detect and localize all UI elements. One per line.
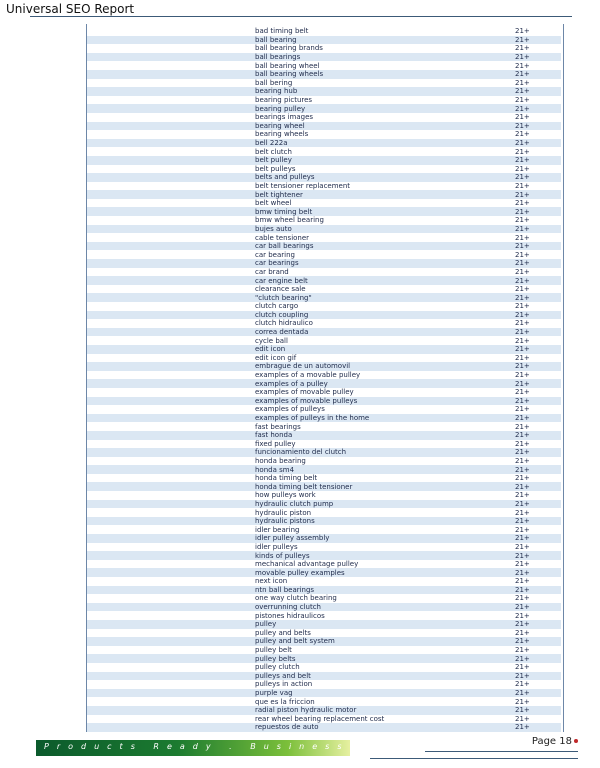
table-row [87, 207, 561, 216]
keyword-cell: idler bearing [255, 525, 300, 534]
table-row [87, 61, 561, 70]
keyword-cell: belt clutch [255, 147, 292, 156]
rank-cell: 21+ [515, 697, 530, 706]
table-row [87, 319, 561, 328]
table-row [87, 182, 561, 191]
keyword-cell: repuestos de auto [255, 723, 319, 732]
rank-cell: 21+ [515, 336, 530, 345]
table-row [87, 104, 561, 113]
rank-cell: 21+ [515, 104, 530, 113]
table-row [87, 130, 561, 139]
table-row [87, 87, 561, 96]
table-row [87, 293, 561, 302]
table-row [87, 697, 561, 706]
table-row [87, 508, 561, 517]
table-row [87, 285, 561, 294]
table-row [87, 259, 561, 268]
rank-cell: 21+ [515, 646, 530, 655]
footer-divider [425, 751, 578, 752]
table-row [87, 379, 561, 388]
keyword-cell: clearance sale [255, 285, 306, 294]
rank-cell: 21+ [515, 577, 530, 586]
keyword-cell: ball bering [255, 78, 293, 87]
table-row [87, 723, 561, 732]
rank-cell: 21+ [515, 207, 530, 216]
table-row [87, 362, 561, 371]
rank-cell: 21+ [515, 637, 530, 646]
keyword-cell: que es la friccion [255, 697, 315, 706]
rank-cell: 21+ [515, 456, 530, 465]
table-row [87, 465, 561, 474]
table-row [87, 371, 561, 380]
keyword-cell: examples of movable pulley [255, 388, 354, 397]
rank-cell: 21+ [515, 568, 530, 577]
table-row [87, 388, 561, 397]
table-row [87, 302, 561, 311]
page-title: Universal SEO Report [6, 2, 135, 16]
table-row [87, 199, 561, 208]
rank-cell: 21+ [515, 328, 530, 337]
rank-cell: 21+ [515, 173, 530, 182]
keyword-cell: examples of movable pulleys [255, 396, 358, 405]
keyword-cell: pulleys and belt [255, 671, 311, 680]
rank-cell: 21+ [515, 689, 530, 698]
keyword-cell: car ball bearings [255, 242, 314, 251]
table-row [87, 706, 561, 715]
keyword-ranking-table [87, 27, 561, 732]
keyword-cell: fast honda [255, 431, 293, 440]
rank-cell: 21+ [515, 61, 530, 70]
rank-cell: 21+ [515, 585, 530, 594]
rank-cell: 21+ [515, 706, 530, 715]
keyword-cell: bearing pictures [255, 96, 313, 105]
rank-cell: 21+ [515, 405, 530, 414]
keyword-cell: bujes auto [255, 224, 292, 233]
table-row [87, 165, 561, 174]
rank-cell: 21+ [515, 663, 530, 672]
keyword-cell: examples of a movable pulley [255, 371, 361, 380]
keyword-cell: correa dentada [255, 328, 309, 337]
rank-cell: 21+ [515, 224, 530, 233]
keyword-cell: ball bearings [255, 53, 301, 62]
rank-cell: 21+ [515, 87, 530, 96]
keyword-cell: car engine belt [255, 276, 308, 285]
table-row [87, 482, 561, 491]
keyword-cell: edit icon gif [255, 353, 297, 362]
rank-cell: 21+ [515, 78, 530, 87]
rank-cell: 21+ [515, 396, 530, 405]
rank-cell: 21+ [515, 542, 530, 551]
rank-cell: 21+ [515, 620, 530, 629]
table-row [87, 79, 561, 88]
rank-cell: 21+ [515, 113, 530, 122]
table-row [87, 654, 561, 663]
keyword-cell: pulleys in action [255, 680, 313, 689]
keyword-cell: examples of pulleys [255, 405, 325, 414]
table-row [87, 637, 561, 646]
table-row [87, 354, 561, 363]
table-row [87, 336, 561, 345]
keyword-cell: kinds of pulleys [255, 551, 310, 560]
keyword-cell: radial piston hydraulic motor [255, 706, 357, 715]
table-row [87, 646, 561, 655]
rank-cell: 21+ [515, 560, 530, 569]
table-row [87, 594, 561, 603]
rank-cell: 21+ [515, 551, 530, 560]
keyword-cell: overrunning clutch [255, 603, 321, 612]
table-row [87, 586, 561, 595]
rank-cell: 21+ [515, 388, 530, 397]
rank-cell: 21+ [515, 345, 530, 354]
table-row [87, 551, 561, 560]
rank-cell: 21+ [515, 319, 530, 328]
rank-cell: 21+ [515, 233, 530, 242]
rank-cell: 21+ [515, 422, 530, 431]
table-row [87, 113, 561, 122]
table-row [87, 173, 561, 182]
keyword-cell: pulley belts [255, 654, 296, 663]
table-row [87, 534, 561, 543]
table-row [87, 517, 561, 526]
keyword-cell: cycle ball [255, 336, 288, 345]
table-row [87, 70, 561, 79]
keyword-cell: purple vag [255, 689, 293, 698]
rank-cell: 21+ [515, 242, 530, 251]
table-row [87, 96, 561, 105]
rank-cell: 21+ [515, 285, 530, 294]
rank-cell: 21+ [515, 70, 530, 79]
table-row [87, 345, 561, 354]
rank-cell: 21+ [515, 603, 530, 612]
rank-cell: 21+ [515, 371, 530, 380]
keyword-cell: ball bearing wheels [255, 70, 324, 79]
rank-cell: 21+ [515, 465, 530, 474]
footer-divider [370, 758, 578, 759]
keyword-cell: funcionamiento del clutch [255, 448, 347, 457]
keyword-cell: honda timing belt tensioner [255, 482, 353, 491]
rank-cell: 21+ [515, 259, 530, 268]
keyword-cell: bell 222a [255, 139, 288, 148]
keyword-cell: movable pulley examples [255, 568, 345, 577]
keyword-cell: pulley and belts [255, 628, 311, 637]
table-row [87, 577, 561, 586]
keyword-cell: cable tensioner [255, 233, 310, 242]
table-row [87, 156, 561, 165]
rank-cell: 21+ [515, 181, 530, 190]
rank-cell: 21+ [515, 491, 530, 500]
rank-cell: 21+ [515, 474, 530, 483]
rank-cell: 21+ [515, 302, 530, 311]
rank-cell: 21+ [515, 431, 530, 440]
page-number: Page 18 [531, 736, 572, 747]
rank-cell: 21+ [515, 611, 530, 620]
keyword-cell: ball bearing brands [255, 44, 323, 53]
footer-slogan: Products Ready . Business Ready [44, 742, 426, 751]
keyword-cell: hydraulic piston [255, 508, 312, 517]
keyword-cell: clutch coupling [255, 310, 309, 319]
table-row [87, 225, 561, 234]
keyword-cell: how pulleys work [255, 491, 316, 500]
rank-cell: 21+ [515, 534, 530, 543]
keyword-cell: mechanical advantage pulley [255, 560, 359, 569]
table-row [87, 311, 561, 320]
rank-cell: 21+ [515, 293, 530, 302]
rank-cell: 21+ [515, 628, 530, 637]
table-row [87, 242, 561, 251]
table-row [87, 663, 561, 672]
table-row [87, 27, 561, 36]
table-row [87, 448, 561, 457]
table-row [87, 414, 561, 423]
rank-cell: 21+ [515, 190, 530, 199]
rank-cell: 21+ [515, 714, 530, 723]
table-row [87, 397, 561, 406]
keyword-cell: next icon [255, 577, 288, 586]
keyword-cell: belt wheel [255, 199, 292, 208]
rank-cell: 21+ [515, 164, 530, 173]
keyword-cell: hydraulic pistons [255, 517, 315, 526]
rank-cell: 21+ [515, 594, 530, 603]
table-row [87, 568, 561, 577]
keyword-cell: ntn ball bearings [255, 585, 315, 594]
header-divider [30, 16, 572, 17]
rank-cell: 21+ [515, 27, 530, 36]
rank-cell: 21+ [515, 121, 530, 130]
keyword-cell: one way clutch bearing [255, 594, 337, 603]
footer-slogan-bar [36, 740, 426, 756]
keyword-cell: belt tensioner replacement [255, 181, 351, 190]
keyword-cell: rear wheel bearing replacement cost [255, 714, 385, 723]
rank-cell: 21+ [515, 680, 530, 689]
table-row [87, 629, 561, 638]
keyword-cell: bearings images [255, 113, 314, 122]
table-row [87, 715, 561, 724]
table-row [87, 500, 561, 509]
table-row [87, 689, 561, 698]
table-row [87, 422, 561, 431]
table-row [87, 328, 561, 337]
rank-cell: 21+ [515, 508, 530, 517]
keyword-cell: bmw timing belt [255, 207, 313, 216]
table-row [87, 491, 561, 500]
rank-cell: 21+ [515, 310, 530, 319]
table-row [87, 474, 561, 483]
keyword-cell: bad timing belt [255, 27, 309, 36]
table-row [87, 216, 561, 225]
table-row [87, 560, 561, 569]
keyword-cell: fixed pulley [255, 439, 296, 448]
keyword-cell: bearing wheels [255, 130, 309, 139]
table-row [87, 44, 561, 53]
rank-cell: 21+ [515, 147, 530, 156]
keyword-cell: edit icon [255, 345, 286, 354]
bullet-icon [574, 739, 578, 743]
keyword-cell: honda bearing [255, 456, 306, 465]
rank-cell: 21+ [515, 216, 530, 225]
rank-cell: 21+ [515, 35, 530, 44]
table-row [87, 672, 561, 681]
rank-cell: 21+ [515, 525, 530, 534]
table-row [87, 233, 561, 242]
rank-cell: 21+ [515, 439, 530, 448]
keyword-cell: bearing hub [255, 87, 298, 96]
rank-cell: 21+ [515, 499, 530, 508]
keyword-cell: car bearing [255, 250, 295, 259]
rank-cell: 21+ [515, 671, 530, 680]
keyword-cell: honda timing belt [255, 474, 318, 483]
keyword-cell: pulley and belt system [255, 637, 335, 646]
keyword-cell: bmw wheel bearing [255, 216, 324, 225]
keyword-cell: hydraulic clutch pump [255, 499, 334, 508]
table-row [87, 440, 561, 449]
rank-cell: 21+ [515, 156, 530, 165]
keyword-cell: clutch hidraulico [255, 319, 313, 328]
rank-cell: 21+ [515, 199, 530, 208]
keyword-cell: idler pulleys [255, 542, 298, 551]
rank-cell: 21+ [515, 53, 530, 62]
keyword-cell: fast bearings [255, 422, 301, 431]
keyword-cell: belt pulleys [255, 164, 296, 173]
keyword-cell: belt pulley [255, 156, 292, 165]
rank-cell: 21+ [515, 353, 530, 362]
table-row [87, 457, 561, 466]
table-row [87, 680, 561, 689]
keyword-cell: pistones hidraulicos [255, 611, 325, 620]
keyword-cell: clutch cargo [255, 302, 299, 311]
table-row [87, 431, 561, 440]
table-row [87, 405, 561, 414]
rank-cell: 21+ [515, 130, 530, 139]
keyword-cell: idler pulley assembly [255, 534, 330, 543]
table-row [87, 525, 561, 534]
table-row [87, 268, 561, 277]
rank-cell: 21+ [515, 414, 530, 423]
table-row [87, 620, 561, 629]
rank-cell: 21+ [515, 267, 530, 276]
keyword-cell: belts and pulleys [255, 173, 315, 182]
table-row [87, 603, 561, 612]
keyword-cell: pulley belt [255, 646, 292, 655]
keyword-cell: embrague de un automovil [255, 362, 351, 371]
table-row [87, 139, 561, 148]
table-row [87, 36, 561, 45]
table-row [87, 611, 561, 620]
table-row [87, 276, 561, 285]
table-row [87, 250, 561, 259]
rank-cell: 21+ [515, 250, 530, 259]
table-row [87, 53, 561, 62]
rank-cell: 21+ [515, 96, 530, 105]
keyword-cell: examples of a pulley [255, 379, 328, 388]
keyword-cell: "clutch bearing" [255, 293, 312, 302]
table-row [87, 122, 561, 131]
keyword-cell: bearing wheel [255, 121, 305, 130]
keyword-cell: bearing pulley [255, 104, 306, 113]
keyword-cell: pulley [255, 620, 277, 629]
table-row [87, 543, 561, 552]
keyword-cell: belt tightener [255, 190, 303, 199]
keyword-cell: examples of pulleys in the home [255, 414, 370, 423]
keyword-cell: pulley clutch [255, 663, 300, 672]
keyword-cell: car brand [255, 267, 289, 276]
rank-cell: 21+ [515, 723, 530, 732]
keyword-cell: car bearings [255, 259, 299, 268]
rank-cell: 21+ [515, 379, 530, 388]
rank-cell: 21+ [515, 276, 530, 285]
rank-cell: 21+ [515, 482, 530, 491]
keyword-cell: ball bearing [255, 35, 297, 44]
keyword-cell: ball bearing wheel [255, 61, 320, 70]
rank-cell: 21+ [515, 44, 530, 53]
table-row [87, 147, 561, 156]
keyword-cell: honda sm4 [255, 465, 295, 474]
rank-cell: 21+ [515, 139, 530, 148]
rank-cell: 21+ [515, 654, 530, 663]
rank-cell: 21+ [515, 517, 530, 526]
table-row [87, 190, 561, 199]
rank-cell: 21+ [515, 448, 530, 457]
rank-cell: 21+ [515, 362, 530, 371]
